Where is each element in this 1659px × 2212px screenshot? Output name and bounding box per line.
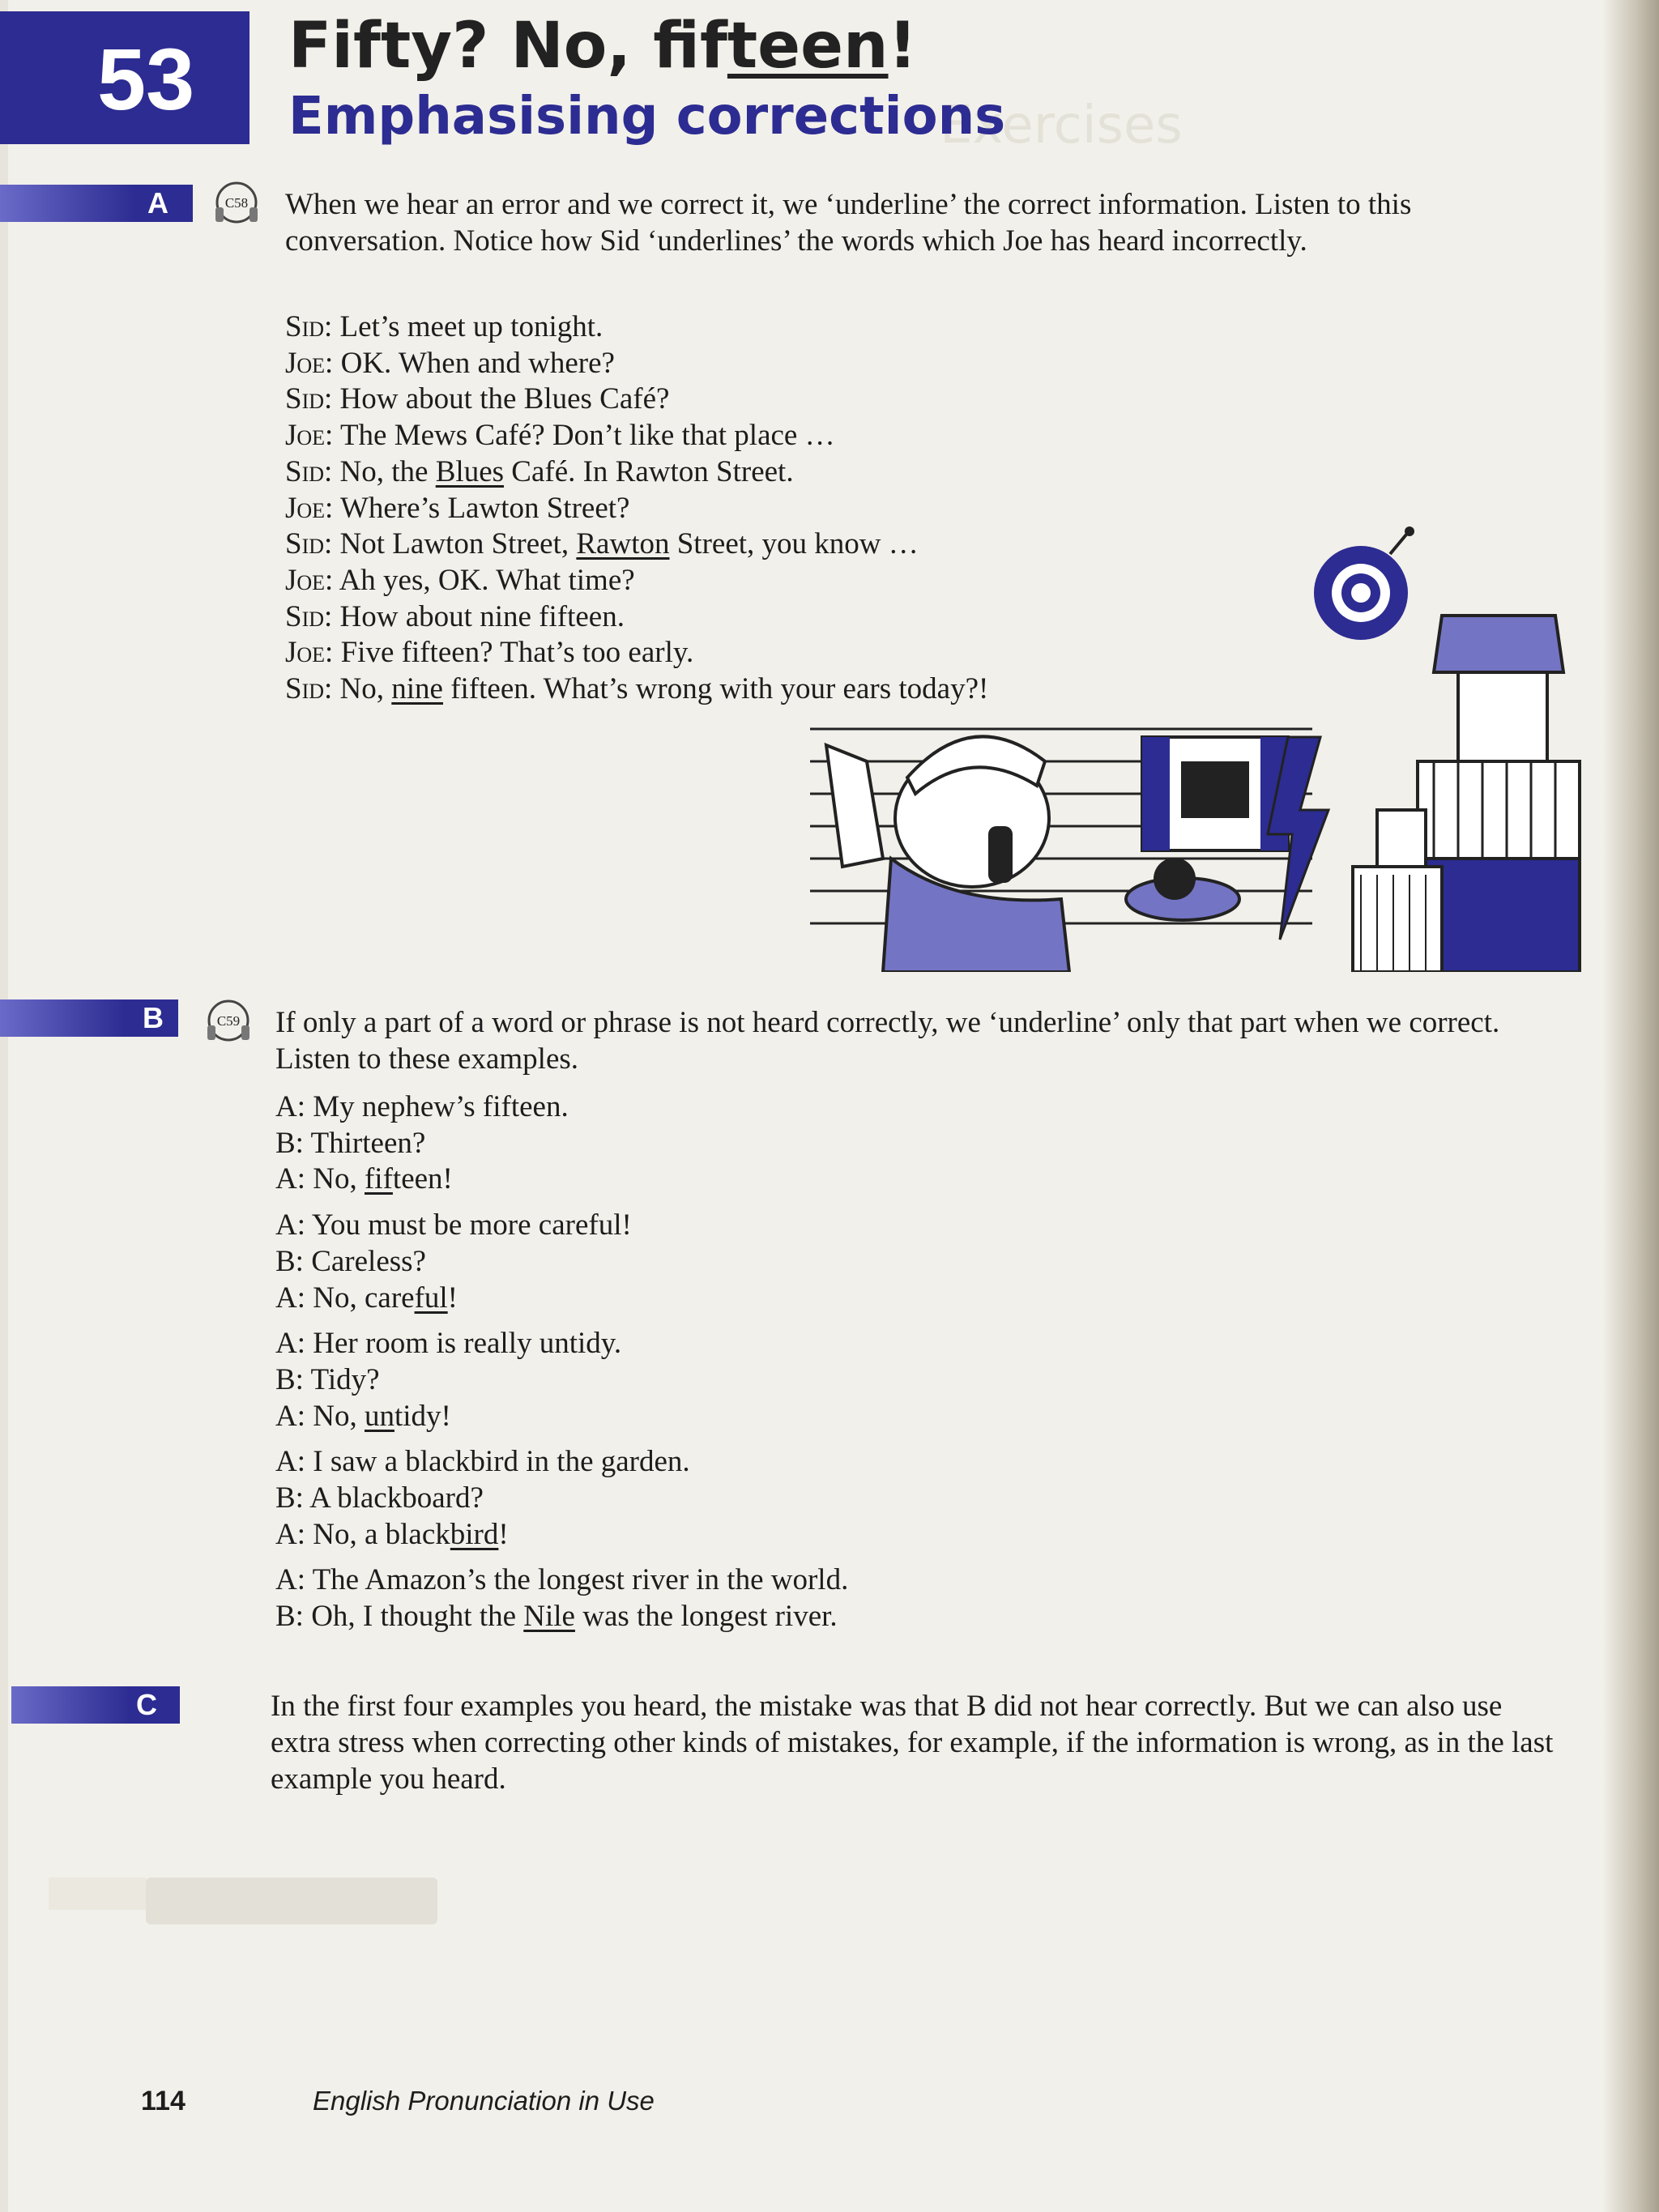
line-text: OK. When and where? <box>340 346 615 380</box>
line-text: A: No, a black <box>275 1517 450 1551</box>
emphasised-part: ful <box>414 1281 448 1315</box>
title-emphasis: teen <box>727 10 889 83</box>
example-group <box>275 1444 848 1553</box>
bomb-icon <box>1314 526 1414 640</box>
emphasised-word: Rawton <box>576 527 670 561</box>
line-text: B: Thirteen? <box>275 1126 426 1160</box>
book-title: English Pronunciation in Use <box>313 2086 655 2116</box>
section-b-intro: If only a part of a word or phrase is not heard correctly, we ‘underline’ only that part when we correct. Listen to these examples. <box>275 1006 1500 1076</box>
line-text: A: No, care <box>275 1281 415 1315</box>
line-text: Street, you know … <box>669 527 919 561</box>
emphasised-word: nine <box>391 672 443 706</box>
speaker-name: Joe: <box>285 636 334 670</box>
line-text: Café. In Rawton Street. <box>504 454 794 488</box>
dialogue-line <box>285 346 988 382</box>
line-text: How about nine fifteen. <box>339 599 625 633</box>
page-edge-shadow <box>1602 0 1659 2212</box>
example-group <box>275 1326 848 1434</box>
line-text: The Mews Café? Don’t like that place … <box>339 419 835 453</box>
man-on-phone-right-icon <box>1353 616 1580 972</box>
speaker-name: Sid: <box>285 454 333 488</box>
line-text: Where’s Lawton Street? <box>339 491 630 525</box>
example-line <box>275 1326 848 1362</box>
section-a-intro: When we hear an error and we correct it, we ‘underline’ the correct information. Listen to this conversation. Notice how Sid ‘underlines’ the words which Joe has heard incorrectly. <box>285 188 1412 258</box>
emphasised-part: un <box>364 1399 394 1433</box>
example-line <box>275 1562 848 1599</box>
line-text: Not Lawton Street, <box>339 527 577 561</box>
example-line <box>275 1244 848 1281</box>
example-line <box>275 1362 848 1399</box>
audio-cd-icon[interactable] <box>204 998 253 1043</box>
audio-cd-icon[interactable] <box>212 180 261 225</box>
line-text: was the longest river. <box>574 1600 838 1634</box>
line-text: No, <box>339 672 392 706</box>
line-text: No, the <box>339 454 436 488</box>
speaker-name: Sid: <box>285 382 333 416</box>
section-a-letter: A <box>147 186 168 219</box>
page-number: 114 <box>141 2086 186 2116</box>
line-text: A: My nephew’s fifteen. <box>275 1090 569 1123</box>
speaker-name: Joe: <box>285 419 334 453</box>
example-group <box>275 1208 848 1316</box>
title-part: ! <box>888 10 918 83</box>
example-group <box>275 1089 848 1198</box>
line-text: A: Her room is really untidy. <box>275 1327 622 1361</box>
man-on-phone-left-icon <box>826 736 1069 972</box>
emphasised-part: bird <box>450 1517 499 1551</box>
section-b-letter: B <box>143 1001 164 1034</box>
line-text: B: Careless? <box>275 1244 426 1278</box>
speaker-name: Joe: <box>285 346 334 380</box>
example-line <box>275 1281 848 1317</box>
example-line <box>275 1399 848 1435</box>
speaker-name: Sid: <box>285 599 333 633</box>
line-text: Ah yes, OK. What time? <box>339 563 635 597</box>
dialogue-line <box>285 454 988 491</box>
show-through-shape <box>146 1877 437 1924</box>
line-text: ! <box>498 1517 509 1551</box>
example-line <box>275 1208 848 1244</box>
cartoon-illustration <box>794 518 1596 972</box>
line-text: How about the Blues Café? <box>339 382 670 416</box>
line-text: A: No, <box>275 1162 365 1196</box>
unit-subtitle: Emphasising corrections <box>288 87 1006 147</box>
examples-list <box>275 1089 848 1645</box>
rotary-phone-icon <box>1126 858 1239 920</box>
speaker-name: Sid: <box>285 310 333 343</box>
audio-track-number: C59 <box>216 1013 241 1029</box>
section-c-text: In the first four examples you heard, the mistake was that B did not hear correctly. But we can also use extra stress when correcting other kinds of mistakes, for example, if the information is wrong, as in the last example you heard. <box>271 1690 1554 1796</box>
line-text: A: You must be more careful! <box>275 1208 632 1242</box>
unit-title <box>288 10 918 83</box>
example-line <box>275 1089 848 1126</box>
line-text: tidy! <box>394 1399 451 1433</box>
line-text: A: The Amazon’s the longest river in the world. <box>275 1563 849 1597</box>
speaker-name: Sid: <box>285 672 333 706</box>
example-line <box>275 1517 848 1554</box>
line-text: Let’s meet up tonight. <box>339 310 603 343</box>
show-through-shape <box>49 1877 146 1910</box>
emphasised-part: Nile <box>523 1600 575 1634</box>
emphasised-word: Blues <box>435 454 505 488</box>
dialogue-line <box>285 381 988 418</box>
example-line <box>275 1444 848 1481</box>
line-text: B: A blackboard? <box>275 1481 484 1515</box>
line-text: A: I saw a blackbird in the garden. <box>275 1445 690 1479</box>
line-text: A: No, <box>275 1399 365 1433</box>
example-line <box>275 1599 848 1635</box>
speaker-name: Joe: <box>285 563 334 597</box>
unit-number-box <box>0 11 249 144</box>
line-text: fifteen. What’s wrong with your ears today?! <box>442 672 989 706</box>
section-c-letter: C <box>136 1688 157 1721</box>
show-through-text: Exercises <box>940 96 1183 156</box>
example-line <box>275 1161 848 1198</box>
window-icon <box>1142 737 1288 850</box>
title-part: Fifty? No, fif <box>288 10 727 83</box>
line-text: B: Tidy? <box>275 1362 380 1396</box>
example-line <box>275 1126 848 1162</box>
speaker-name: Sid: <box>285 527 333 561</box>
audio-track-number: C58 <box>224 195 249 211</box>
example-line <box>275 1481 848 1517</box>
line-text: B: Oh, I thought the <box>275 1600 524 1634</box>
line-text: Five fifteen? That’s too early. <box>340 636 694 670</box>
unit-number: 53 <box>97 30 195 128</box>
example-group <box>275 1562 848 1634</box>
line-text: teen! <box>392 1162 453 1196</box>
dialogue-line <box>285 309 988 346</box>
dialogue-line <box>285 418 988 454</box>
line-text: ! <box>447 1281 458 1315</box>
emphasised-part: fif <box>364 1162 393 1196</box>
speaker-name: Joe: <box>285 491 334 525</box>
